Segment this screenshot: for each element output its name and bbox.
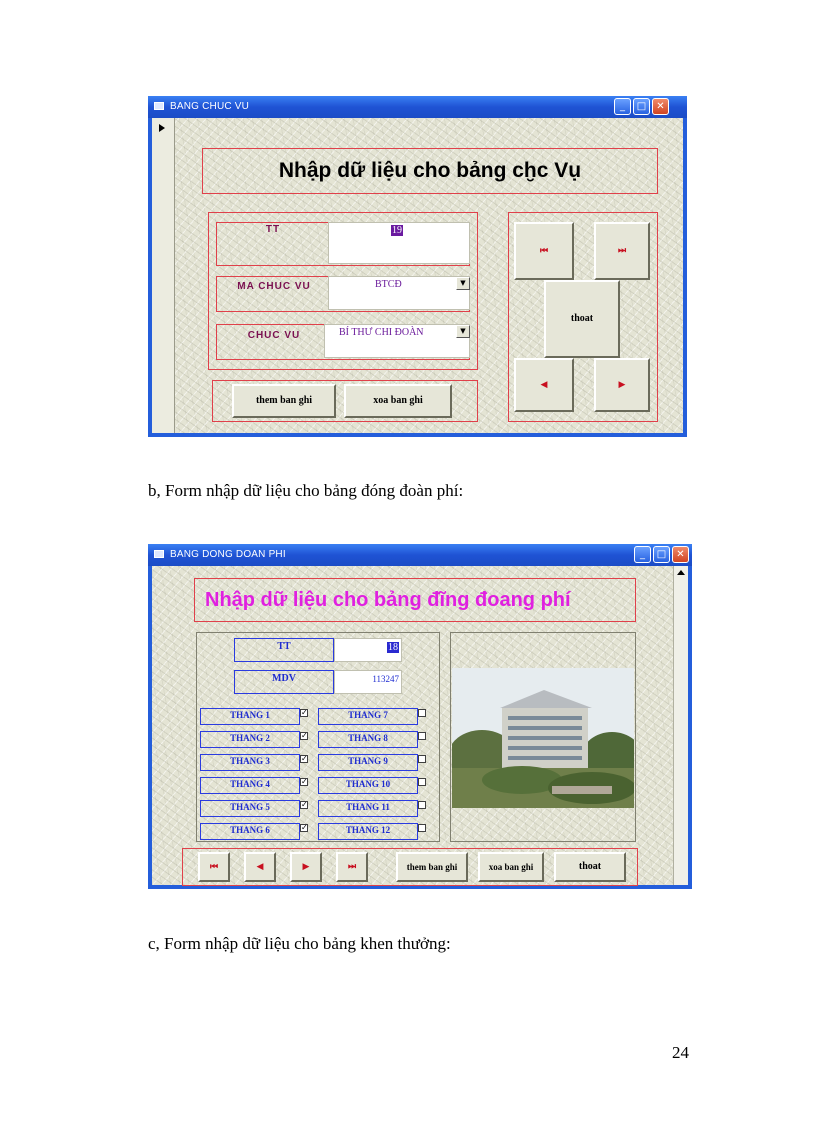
- chuc-vu-dropdown-icon[interactable]: ▼: [456, 325, 470, 338]
- month-checkbox[interactable]: ✓: [301, 731, 308, 740]
- month-label: THANG 1: [230, 710, 270, 720]
- month-checkbox[interactable]: [418, 801, 426, 809]
- building-photo: [452, 668, 634, 808]
- month-checkbox[interactable]: ✓: [301, 800, 308, 809]
- window-title: BANG DONG DOAN PHI: [170, 549, 286, 560]
- mdv-value: 113247: [372, 674, 399, 684]
- chuc-vu-combo[interactable]: [324, 324, 470, 358]
- ma-chuc-vu-label: MA CHUC VU: [237, 281, 311, 292]
- first-record-icon: ⏮: [209, 862, 219, 872]
- delete-record-button[interactable]: xoa ban ghi: [478, 852, 544, 882]
- ma-chuc-vu-value: BTCĐ: [375, 279, 402, 290]
- window-bang-dong-doan-phi: [148, 544, 692, 889]
- last-record-icon: ⏭: [347, 862, 357, 872]
- month-label: THANG 9: [348, 756, 388, 766]
- previous-record-button[interactable]: [514, 358, 574, 412]
- tt-value: 18: [388, 642, 398, 653]
- next-record-button[interactable]: [290, 852, 322, 882]
- form-body: [152, 566, 674, 885]
- window-bang-chuc-vu: [148, 96, 687, 437]
- minimize-icon[interactable]: _: [614, 98, 631, 115]
- title-bar[interactable]: [148, 96, 687, 118]
- last-record-button[interactable]: [336, 852, 368, 882]
- next-record-icon: ▶: [302, 862, 310, 872]
- month-checkbox[interactable]: ✓: [301, 777, 308, 786]
- tt-label: TT: [265, 224, 281, 235]
- last-record-icon: ⏭: [617, 246, 627, 256]
- month-label: THANG 10: [345, 779, 391, 789]
- month-label: THANG 3: [230, 756, 270, 766]
- ma-chuc-vu-combo[interactable]: [328, 276, 470, 310]
- previous-record-button[interactable]: [244, 852, 276, 882]
- previous-record-icon: ◀: [256, 862, 264, 872]
- month-checkbox[interactable]: [418, 778, 426, 786]
- vertical-scrollbar[interactable]: [673, 566, 688, 885]
- month-checkbox[interactable]: [418, 732, 426, 740]
- tt-value: 19: [392, 225, 402, 236]
- previous-record-icon: ◀: [540, 380, 548, 390]
- form-heading: Nhập dữ liệu cho bảng cḫc Vụ: [278, 159, 582, 182]
- add-record-button[interactable]: them ban ghi: [396, 852, 468, 882]
- ma-chuc-vu-dropdown-icon[interactable]: ▼: [456, 277, 470, 290]
- exit-button[interactable]: thoat: [544, 280, 620, 358]
- current-record-icon: [159, 124, 165, 132]
- scroll-up-icon[interactable]: [677, 570, 685, 575]
- month-checkbox[interactable]: ✓: [301, 708, 308, 717]
- first-record-button[interactable]: [514, 222, 574, 280]
- record-selector[interactable]: [152, 118, 175, 433]
- caption-form-khen-thuong: c, Form nhập dữ liệu cho bảng khen thưởng:: [148, 934, 451, 953]
- month-label: THANG 2: [230, 733, 270, 743]
- close-icon[interactable]: ✕: [672, 546, 689, 563]
- month-label: THANG 7: [348, 710, 388, 720]
- caption-form-dong-doan-phi: b, Form nhập dữ liệu cho bảng đóng đoàn phí:: [148, 481, 464, 500]
- window-title: BANG CHUC VU: [170, 101, 250, 112]
- minimize-icon[interactable]: _: [634, 546, 651, 563]
- maximize-icon[interactable]: □: [653, 546, 670, 563]
- form-heading: Nhập dữ liệu cho bảng đĩng đoang phí: [205, 589, 571, 611]
- month-label: THANG 12: [345, 825, 391, 835]
- building-icon: [452, 668, 634, 808]
- month-label: THANG 6: [230, 825, 270, 835]
- month-label: THANG 8: [348, 733, 388, 743]
- mdv-label: MDV: [272, 673, 296, 684]
- month-checkbox[interactable]: [418, 824, 426, 832]
- tt-field[interactable]: [328, 222, 470, 264]
- title-bar[interactable]: [148, 544, 692, 566]
- month-checkbox[interactable]: [418, 709, 426, 717]
- month-label: THANG 4: [230, 779, 270, 789]
- add-record-button[interactable]: them ban ghi: [232, 384, 336, 418]
- maximize-icon[interactable]: □: [633, 98, 650, 115]
- first-record-button[interactable]: [198, 852, 230, 882]
- tt-label: TT: [277, 641, 291, 652]
- form-icon: [154, 102, 164, 110]
- last-record-button[interactable]: [594, 222, 650, 280]
- chuc-vu-label: CHUC VU: [247, 330, 301, 341]
- next-record-button[interactable]: [594, 358, 650, 412]
- page-number: 24: [672, 1043, 689, 1062]
- first-record-icon: ⏮: [539, 246, 549, 256]
- exit-button[interactable]: thoat: [554, 852, 626, 882]
- next-record-icon: ▶: [618, 380, 626, 390]
- form-body: [152, 118, 683, 433]
- delete-record-button[interactable]: xoa ban ghi: [344, 384, 452, 418]
- month-checkbox[interactable]: ✓: [301, 823, 308, 832]
- chuc-vu-value: BÍ THƯ CHI ĐOÀN: [339, 327, 424, 338]
- month-label: THANG 5: [230, 802, 270, 812]
- month-checkbox[interactable]: [418, 755, 426, 763]
- month-label: THANG 11: [346, 802, 390, 812]
- heading-box: [202, 148, 658, 194]
- form-icon: [154, 550, 164, 558]
- heading-box: [194, 578, 636, 622]
- close-icon[interactable]: ✕: [652, 98, 669, 115]
- tt-field[interactable]: [334, 638, 402, 662]
- month-checkbox[interactable]: ✓: [301, 754, 308, 763]
- mdv-field[interactable]: [334, 670, 402, 694]
